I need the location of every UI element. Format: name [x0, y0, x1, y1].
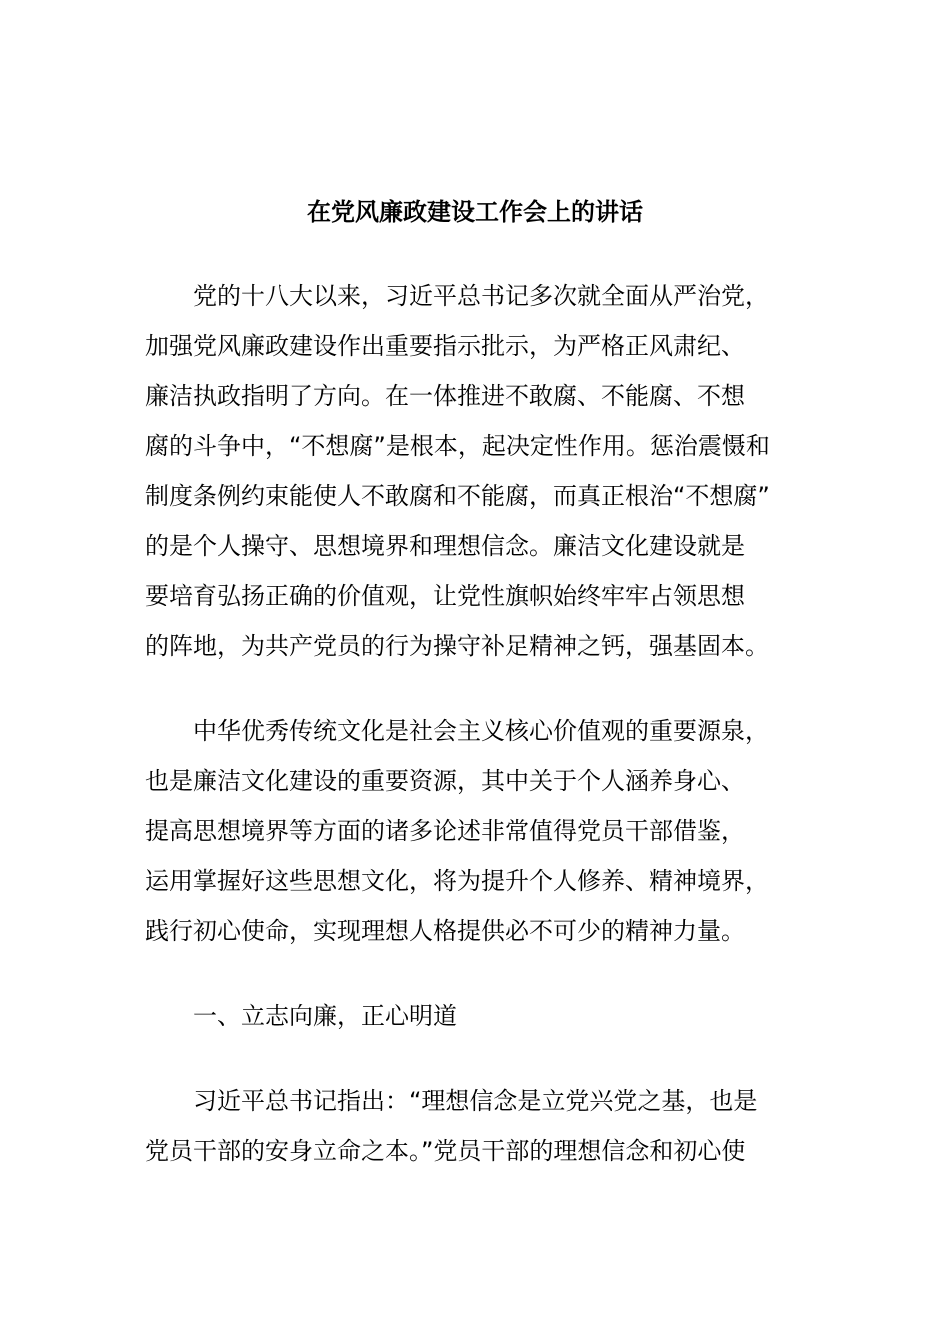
text-line: 运用掌握好这些思想文化，将为提升个人修养、精神境界，: [145, 867, 769, 895]
text-line: 提高思想境界等方面的诸多论述非常值得党员干部借鉴，: [145, 817, 745, 845]
text-line: 中华优秀传统文化是社会主义核心价值观的重要源泉，: [145, 717, 769, 745]
text-line: 践行初心使命，实现理想人格提供必不可少的精神力量。: [145, 917, 745, 945]
text-line: 的是个人操守、思想境界和理想信念。廉洁文化建设就是: [145, 532, 745, 560]
text-line: 习近平总书记指出：“理想信念是立党兴党之基，也是: [145, 1087, 758, 1115]
text-line: 要培育弘扬正确的价值观，让党性旗帜始终牢牢占领思想: [145, 582, 745, 610]
section-heading: 一、立志向廉，正心明道: [145, 1002, 457, 1030]
text-line: 制度条例约束能使人不敢腐和不能腐，而真正根治“不想腐”: [145, 482, 770, 510]
document-title: 在党风廉政建设工作会上的讲话: [307, 198, 643, 226]
text-line: 也是廉洁文化建设的重要资源，其中关于个人涵养身心、: [145, 767, 745, 795]
text-line: 党的十八大以来，习近平总书记多次就全面从严治党，: [145, 282, 769, 310]
text-line: 的阵地，为共产党员的行为操守补足精神之钙，强基固本。: [145, 632, 769, 660]
text-line: 腐的斗争中，“不想腐”是根本，起决定性作用。惩治震慑和: [145, 432, 770, 460]
text-line: 加强党风廉政建设作出重要指示批示，为严格正风肃纪、: [145, 332, 745, 360]
text-line: 廉洁执政指明了方向。在一体推进不敢腐、不能腐、不想: [145, 382, 745, 410]
text-line: 党员干部的安身立命之本。”党员干部的理想信念和初心使: [145, 1137, 746, 1165]
